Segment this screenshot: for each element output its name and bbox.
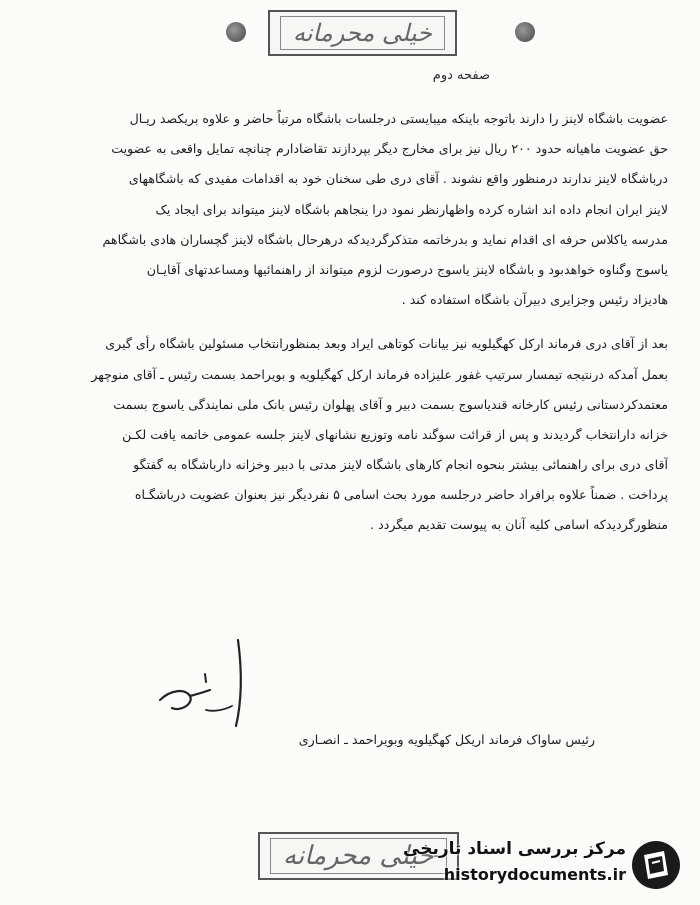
text-line: پرداخت . ضمناً علاوه برافراد حاضر درجلسه مورد بحث اسامی ۵ نفردیگر نیز بعنوان عضویت درباشگـاه bbox=[134, 487, 668, 503]
handwritten-signature bbox=[150, 630, 280, 740]
signature-caption: رئیس ساواک فرماند اریکل کهگیلویه وبویراحمد ـ انصـاری bbox=[298, 732, 595, 747]
classification-stamp-top: خیلی محرمانه bbox=[268, 10, 457, 56]
text-line: حق عضویت ماهیانه حدود ۲۰۰ ریال نیز برای مخارج دیگر بپردازند تقاضادارم چنانچه تمایل واقعی به عضویت bbox=[111, 141, 668, 157]
watermark-title: مرکز بررسی اسناد تاریخی bbox=[403, 839, 626, 859]
watermark-logo bbox=[400, 837, 690, 893]
page-label: صفحه دوم bbox=[432, 68, 490, 83]
paragraph-2 bbox=[20, 329, 668, 540]
classification-stamp-bottom: خیلی محرمانه bbox=[258, 832, 459, 880]
text-line: بعد از آقای دری فرماند ارکل کهگیلویه نیز بیانات کوتاهی ایراد وبعد بمنظورانتخاب مسئولین باشگاه رأی گیری bbox=[105, 336, 668, 352]
archive-emblem-icon bbox=[630, 839, 682, 891]
paragraph-gap bbox=[20, 315, 668, 329]
text-line: منظورگردیدکه اسامی کلیه آنان به پیوست تقدیم میگردد . bbox=[370, 517, 668, 533]
paragraph-1 bbox=[20, 104, 668, 315]
text-line: معتمدکردستانی رئیس کارخانه قندیاسوج بسمت دبیر و آقای پهلوان رئیس بانک ملی نمایندگی یاسوج بسمت bbox=[113, 396, 668, 412]
text-line: خزانه دارانتخاب گردیدند و پس از قرائت سوگند نامه وتوزیع نشانهای لاینز جلسه عمومی خاتمه یافت لکـن bbox=[122, 426, 668, 442]
text-line: عضویت باشگاه لاینز را دارند باتوجه باینکه میبایستی درجلسات باشگاه مرتباً حاضر و علاوه بریکصد ریـال bbox=[129, 111, 668, 126]
text-line: درباشگاه لاینز ندارند درمنظور واقع نشوند . آقای دری طی سخنان خود به اقدامات مفیدی که باشگاههای bbox=[128, 171, 668, 187]
punch-hole-right bbox=[515, 22, 535, 42]
text-line: هادیزاد رئیس وجزایری دبیرآن باشگاه استفاده کند . bbox=[401, 292, 668, 308]
text-line: یاسوج وگناوه خواهدبود و باشگاه لاینز یاسوج درصورت لزوم میتواند از راهنمائیها ومساعدتهای آقایـان bbox=[146, 261, 668, 277]
text-line: آقای دری برای راهنمائی بیشتر بنحوه انجام کارهای باشگاه لاینز مدتی با دبیر وخزانه دارباشگاه به گفتگو bbox=[133, 457, 668, 473]
punch-hole-left bbox=[226, 22, 246, 42]
text-line: مدرسه یاکلاس حرفه ای اقدام نماید و بدرخاتمه متذکرگردیدکه درهرحال باشگاه لاینز گچساران هادی باشگاهم bbox=[102, 231, 668, 247]
text-line: لاینز ایران انجام داده اند اشاره کرده واظهارنظر نمود درا ینجاهم باشگاه لاینز میتواند برای ایجاد یک bbox=[155, 201, 668, 217]
watermark-url: historydocuments.ir bbox=[443, 865, 626, 884]
text-line: بعمل آمدکه درنتیجه تیمسار سرتیپ غفور علیزاده فرماند ارکل کهگیلویه و بویراحمد بسمت رئیس ـ آقای منوچهر bbox=[91, 366, 668, 382]
letter-body bbox=[20, 104, 668, 541]
